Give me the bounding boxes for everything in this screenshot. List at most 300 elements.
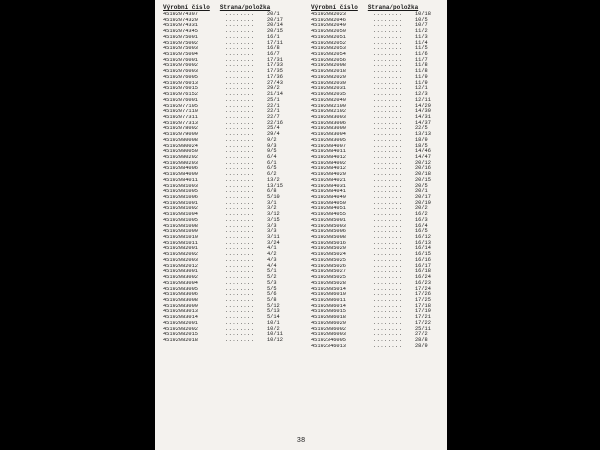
page-item: 10/12 (267, 336, 283, 343)
part-number: 45192082001 (163, 246, 198, 252)
part-number: 45192084049 (311, 195, 346, 200)
dot-leader: ........ (373, 246, 403, 252)
dot-leader: ........ (373, 34, 403, 40)
page-item: 12/11 (415, 96, 431, 103)
dot-leader: ........ (373, 17, 403, 23)
dot-leader: ........ (373, 137, 403, 143)
page-item: 20/16 (415, 165, 431, 172)
dot-leader: ........ (225, 177, 255, 183)
page-item: 5/2 (267, 274, 277, 281)
dot-leader: ........ (225, 303, 255, 309)
part-number: 45192083003 (311, 114, 346, 120)
part-number: 45192082012 (163, 263, 198, 269)
dot-leader: ........ (373, 235, 403, 241)
dot-leader: ........ (373, 23, 403, 29)
part-number: 45192081010 (163, 235, 198, 241)
dot-leader: ........ (225, 286, 255, 292)
page-item: 11/5 (415, 45, 428, 52)
dot-leader: ........ (373, 97, 403, 103)
dot-leader: ........ (225, 166, 255, 172)
dot-leader: ........ (225, 120, 255, 126)
page-item: 9/2 (267, 136, 277, 143)
page-item: 16/4 (415, 222, 428, 229)
part-number: 45192082052 (311, 40, 346, 46)
part-number: 45192085025 (311, 257, 346, 263)
dot-leader: ........ (373, 212, 403, 218)
part-number: 45192082031 (311, 86, 346, 92)
part-number: 45192082015 (163, 332, 198, 338)
part-number: 45192081006 (163, 195, 198, 200)
page-item: 4/3 (267, 256, 277, 263)
dot-leader: ........ (373, 286, 403, 292)
dot-leader: ........ (373, 154, 403, 160)
page-item: 11/9 (415, 73, 428, 80)
dot-leader: ........ (225, 143, 255, 149)
page-item: 20/1 (267, 11, 280, 17)
part-number: 45192084055 (311, 212, 346, 218)
dot-leader: ........ (373, 143, 403, 149)
dot-leader: ........ (373, 269, 403, 275)
part-number: 45192075004 (163, 52, 198, 58)
dot-leader: ........ (225, 137, 255, 143)
dot-leader: ........ (373, 292, 403, 298)
dot-leader: ........ (373, 343, 403, 349)
dot-leader: ........ (225, 154, 255, 160)
dot-leader: ........ (225, 297, 255, 303)
part-number: 45192084021 (311, 177, 346, 183)
part-number: 45192346013 (311, 343, 346, 349)
dot-leader: ........ (225, 223, 255, 229)
page-item: 5/1 (267, 268, 277, 275)
page-item: 11/8 (415, 62, 428, 69)
dot-leader: ........ (373, 132, 403, 138)
page-item: 4/4 (267, 262, 277, 269)
page-item: 6/2 (267, 171, 277, 178)
page-item: 5/10 (267, 194, 280, 200)
page-item: 3/11 (267, 234, 280, 241)
page-item: 6/8 (267, 188, 277, 195)
page-number: 38 (296, 437, 306, 445)
page-item: 17/24 (415, 285, 431, 292)
page-item: 20/17 (415, 194, 431, 200)
dot-leader: ........ (225, 320, 255, 326)
page-item: 16/7 (267, 51, 280, 58)
page-item: 11/7 (415, 56, 428, 63)
page-item: 14/37 (415, 119, 431, 126)
dot-leader: ........ (225, 263, 255, 269)
page-item: 13/2 (267, 176, 280, 183)
part-number: 45192075002 (163, 40, 198, 46)
dot-leader: ........ (225, 189, 255, 195)
part-number: 45192085001 (311, 217, 346, 223)
part-number: 45192085006 (311, 229, 346, 235)
part-number: 45192081005 (163, 217, 198, 223)
part-number: 45192077105 (163, 103, 198, 109)
dot-leader: ........ (225, 132, 255, 138)
part-number: 45192076015 (163, 86, 198, 92)
part-number: 45192080050 (163, 149, 198, 155)
part-number: 45192082030 (311, 80, 346, 86)
dot-leader: ........ (373, 315, 403, 321)
left-rows (163, 12, 293, 344)
part-number: 45192086020 (311, 320, 346, 326)
page-item: 14/46 (415, 148, 431, 155)
dot-leader: ........ (225, 109, 255, 115)
page-item: 18/5 (415, 142, 428, 149)
dot-leader: ........ (373, 74, 403, 80)
dot-leader: ........ (373, 52, 403, 58)
page-item: 13/15 (267, 182, 283, 189)
page-item: 16/15 (415, 251, 431, 258)
part-number: 45192082100 (311, 103, 346, 109)
page-item: 17/25 (415, 296, 431, 303)
page-item: 6/5 (267, 165, 277, 172)
page-item: 25/4 (267, 125, 280, 132)
part-number: 45192082003 (163, 257, 198, 263)
dot-leader: ........ (225, 29, 255, 35)
page-item: 3/3 (267, 228, 277, 235)
dot-leader: ........ (373, 29, 403, 35)
document-page (155, 0, 447, 450)
page-item: 27/43 (267, 79, 283, 86)
dot-leader: ........ (225, 40, 255, 46)
right-rows (311, 12, 441, 349)
part-number: 45192083013 (163, 309, 198, 315)
page-item: 20/14 (267, 22, 283, 29)
part-number: 45192082046 (311, 17, 346, 23)
dot-leader: ........ (373, 223, 403, 229)
dot-leader: ........ (225, 195, 255, 200)
page-item: 22/1 (267, 102, 280, 109)
part-number: 45192086015 (311, 309, 346, 315)
dot-leader: ........ (225, 240, 255, 246)
part-number: 45192084002 (311, 160, 346, 166)
dot-leader: ........ (373, 126, 403, 132)
part-number: 45192076013 (163, 80, 198, 86)
dot-leader: ........ (373, 257, 403, 263)
page-item-header: Strana/položka (219, 4, 271, 11)
part-number: 45192082002 (163, 326, 198, 332)
page-item: 25/11 (415, 325, 431, 332)
page-item: 14/30 (415, 108, 431, 115)
page-item: 10/18 (415, 11, 431, 17)
part-number: 45192085016 (311, 240, 346, 246)
page-item: 16/18 (415, 268, 431, 275)
page-item: 20/17 (267, 16, 283, 23)
part-number: 45192082023 (311, 12, 346, 17)
page-item: 16/12 (415, 234, 431, 241)
page-item: 16/23 (415, 279, 431, 286)
page-item: 28/8 (415, 336, 428, 343)
part-number: 45192083005 (311, 137, 346, 143)
part-number: 45192085026 (311, 263, 346, 269)
page-item: 16/1 (267, 33, 280, 40)
part-number: 45192084012 (311, 166, 346, 172)
part-number: 45192080203 (163, 160, 198, 166)
dot-leader: ........ (225, 86, 255, 92)
dot-leader: ........ (373, 86, 403, 92)
dot-leader: ........ (373, 69, 403, 75)
page-item: 17/31 (267, 56, 283, 63)
dot-leader: ........ (373, 149, 403, 155)
part-number: 45192084009 (163, 172, 198, 178)
dot-leader: ........ (225, 12, 255, 17)
dot-leader: ........ (373, 189, 403, 195)
part-number: 45192082018 (163, 337, 198, 343)
page-item: 16/2 (415, 211, 428, 218)
dot-leader: ........ (373, 57, 403, 63)
right-column (311, 4, 441, 349)
part-number: 45192074329 (163, 17, 198, 23)
part-number: 45192081009 (163, 229, 198, 235)
part-number: 45192077110 (163, 109, 198, 115)
page-item: 29/2 (267, 85, 280, 92)
part-number: 45192076001 (163, 97, 198, 103)
dot-leader: ........ (373, 206, 403, 212)
dot-leader: ........ (373, 320, 403, 326)
part-number: 45192080202 (163, 154, 198, 160)
dot-leader: ........ (225, 326, 255, 332)
part-number: 45192084006 (163, 166, 198, 172)
part-number: 45192083009 (163, 303, 198, 309)
dot-leader: ........ (373, 263, 403, 269)
dot-leader: ........ (373, 166, 403, 172)
dot-leader: ........ (225, 212, 255, 218)
dot-leader: ........ (373, 337, 403, 343)
page-item: 10/2 (267, 325, 280, 332)
part-number: 45192081004 (163, 212, 198, 218)
part-number: 45192082020 (311, 74, 346, 80)
part-number: 45192084011 (311, 149, 346, 155)
part-number: 45192076002 (163, 63, 198, 69)
page-item: 28/9 (415, 342, 428, 349)
part-number: 45192075001 (163, 34, 198, 40)
page-item: 17/18 (415, 302, 431, 309)
page-item: 25/1 (267, 96, 280, 103)
page-item: 3/3 (267, 222, 277, 229)
part-number: 45192085024 (311, 252, 346, 258)
part-number: 45192084011 (163, 177, 198, 183)
page-item: 11/2 (415, 28, 428, 35)
part-number: 45192085008 (311, 235, 346, 241)
page-item: 11/6 (415, 51, 428, 58)
part-number: 45192083006 (311, 120, 346, 126)
page-item: 16/14 (415, 245, 431, 252)
dot-leader: ........ (373, 183, 403, 189)
dot-leader: ........ (373, 40, 403, 46)
page-item: 17/19 (415, 308, 431, 315)
page-item: 6/4 (267, 153, 277, 160)
page-item: 20/15 (415, 176, 431, 183)
dot-leader: ........ (225, 103, 255, 109)
page-item: 17/33 (267, 62, 283, 69)
dot-leader: ........ (225, 149, 255, 155)
page-item: 3/1 (267, 199, 277, 206)
page-item: 5/8 (267, 296, 277, 303)
dot-leader: ........ (225, 235, 255, 241)
dot-leader: ........ (373, 200, 403, 206)
part-number: 45192076005 (163, 74, 198, 80)
part-number: 45192077313 (163, 120, 198, 126)
dot-leader: ........ (225, 74, 255, 80)
page-item: 5/13 (267, 308, 280, 315)
page-item: 17/21 (415, 314, 431, 321)
page-item: 3/12 (267, 211, 280, 218)
dot-leader: ........ (225, 97, 255, 103)
dot-leader: ........ (373, 172, 403, 178)
page-item: 17/11 (267, 39, 283, 46)
part-number: 45192075003 (163, 46, 198, 52)
page-item: 17/35 (267, 68, 283, 75)
part-number: 45192082053 (311, 46, 346, 52)
part-number: 45192082051 (311, 34, 346, 40)
page-item: 20/2 (415, 205, 428, 212)
dot-leader: ........ (225, 17, 255, 23)
part-number: 45192080008 (163, 137, 198, 143)
dot-leader: ........ (373, 46, 403, 52)
part-number: 45192081005 (163, 189, 198, 195)
dot-leader: ........ (225, 183, 255, 189)
part-number: 45192076001 (163, 57, 198, 63)
page-item: 5/12 (267, 302, 280, 309)
part-number: 45192085020 (311, 246, 346, 252)
dot-leader: ........ (225, 92, 255, 98)
page-item: 20/15 (267, 28, 283, 35)
page-item: 14/31 (415, 113, 431, 120)
part-number: 45192082002 (163, 252, 198, 258)
part-number: 45192084012 (311, 154, 346, 160)
part-number: 45192079009 (163, 132, 198, 138)
dot-leader: ........ (225, 114, 255, 120)
page-item: 20/18 (415, 171, 431, 178)
part-number: 45192085003 (311, 223, 346, 229)
dot-leader: ........ (225, 206, 255, 212)
page-item: 17/22 (415, 319, 431, 326)
dot-leader: ........ (225, 280, 255, 286)
page-item: 21/14 (267, 91, 283, 98)
dot-leader: ........ (373, 326, 403, 332)
page-item: 18/9 (415, 136, 428, 143)
dot-leader: ........ (373, 80, 403, 86)
part-number: 45192080024 (163, 143, 198, 149)
part-number: 45192074345 (163, 29, 198, 35)
page-item: 14/29 (415, 102, 431, 109)
list-item (311, 344, 441, 350)
left-column (163, 4, 293, 344)
page-item: 12/1 (415, 85, 428, 92)
dot-leader: ........ (225, 46, 255, 52)
part-number: 45192081001 (163, 200, 198, 206)
page-item: 16/16 (415, 256, 431, 263)
part-number-header: Výrobní číslo (163, 4, 210, 11)
dot-leader: ........ (225, 246, 255, 252)
dot-leader: ........ (373, 217, 403, 223)
part-number: 45192082040 (311, 97, 346, 103)
dot-leader: ........ (373, 303, 403, 309)
page-item: 5/3 (267, 279, 277, 286)
page-item: 22/7 (267, 113, 280, 120)
page-item: 16/3 (415, 216, 428, 223)
dot-leader: ........ (373, 114, 403, 120)
page-item: 17/26 (415, 291, 431, 298)
dot-leader: ........ (225, 332, 255, 338)
dot-leader: ........ (225, 257, 255, 263)
page-item: 13/13 (415, 131, 431, 138)
part-number: 45192078002 (163, 126, 198, 132)
part-number: 45192084050 (311, 200, 346, 206)
part-number: 45192082102 (311, 109, 346, 115)
page-item: 22/16 (267, 119, 283, 126)
dot-leader: ........ (373, 240, 403, 246)
page-item: 9/5 (267, 148, 277, 155)
part-number: 45192086018 (311, 315, 346, 321)
part-number: 45192085027 (311, 269, 346, 275)
part-number: 45192086011 (311, 297, 346, 303)
part-number: 45192083008 (163, 297, 198, 303)
dot-leader: ........ (225, 252, 255, 258)
page-item: 10/11 (267, 331, 283, 338)
dot-leader: ........ (373, 120, 403, 126)
part-number: 45192085025 (311, 275, 346, 281)
list-item (163, 338, 293, 344)
page-item: 20/5 (415, 182, 428, 189)
page-item: 11/3 (415, 33, 428, 40)
part-number: 45192082049 (311, 23, 346, 29)
part-number: 45192086014 (311, 303, 346, 309)
dot-leader: ........ (373, 177, 403, 183)
page-item: 5/5 (267, 285, 277, 292)
dot-leader: ........ (373, 160, 403, 166)
part-number: 45192081011 (163, 240, 198, 246)
page-item: 16/13 (415, 239, 431, 246)
dot-leader: ........ (225, 69, 255, 75)
dot-leader: ........ (225, 63, 255, 69)
dot-leader: ........ (225, 34, 255, 40)
page-item: 16/17 (415, 262, 431, 269)
part-number: 45192083000 (311, 126, 346, 132)
dot-leader: ........ (373, 297, 403, 303)
part-number: 45192083006 (163, 292, 198, 298)
dot-leader: ........ (225, 160, 255, 166)
part-number: 45192082054 (311, 52, 346, 58)
page-item: 3/15 (267, 216, 280, 223)
part-number: 45192082056 (311, 57, 346, 63)
page-item: 5/14 (267, 314, 280, 321)
dot-leader: ........ (373, 195, 403, 200)
page-item: 20/12 (415, 159, 431, 166)
page-item: 12/3 (415, 91, 428, 98)
part-number: 45192076003 (163, 69, 198, 75)
part-number: 45192084020 (311, 172, 346, 178)
part-number: 45192074331 (163, 23, 198, 29)
dot-leader: ........ (225, 200, 255, 206)
part-number: 45192082035 (311, 92, 346, 98)
part-number: 45192082001 (163, 320, 198, 326)
part-number: 45192086010 (311, 292, 346, 298)
dot-leader: ........ (225, 337, 255, 343)
dot-leader: ........ (225, 315, 255, 321)
page-item: 5/6 (267, 291, 277, 298)
dot-leader: ........ (225, 275, 255, 281)
dot-leader: ........ (225, 172, 255, 178)
dot-leader: ........ (373, 103, 403, 109)
dot-leader: ........ (225, 126, 255, 132)
part-number: 45192083002 (163, 275, 198, 281)
page-item: 29/4 (267, 131, 280, 138)
page-item: 9/3 (267, 142, 277, 149)
page-item: 16/24 (415, 274, 431, 281)
page-item: 10/1 (267, 319, 280, 326)
